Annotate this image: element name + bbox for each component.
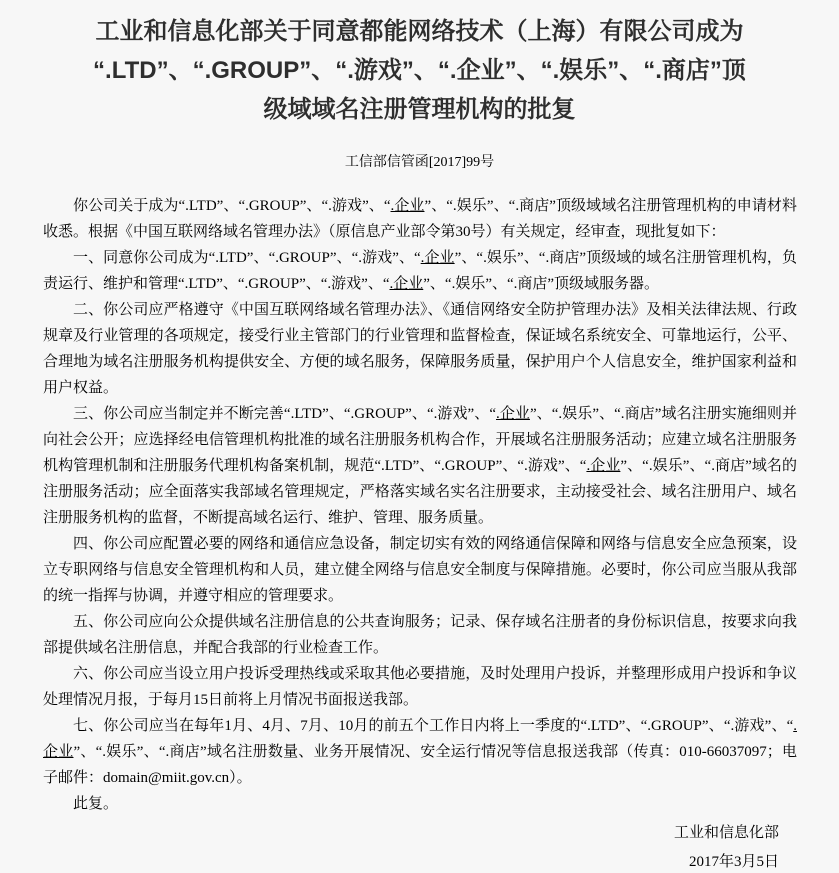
signature-date: 2017年3月5日 xyxy=(688,854,779,870)
paragraph-text: ”、“.娱乐”、“.商店”域名注册实施细则并向社会公开；应选择经电信管理机构批准的域名注册服务机构合作，开展域名注册服务活动；应建立域名注册服务机构管理机制和注册服务代理机构备案机制，规范“.LTD”、“.GROUP”、“.游戏”、“ xyxy=(43,406,797,474)
underlined-term: .企业 xyxy=(43,718,797,760)
paragraph-text: 七、你公司应当在每年1月、4月、7月、10月的前五个工作日内将上一季度的“.LTD”、“.GROUP”、“.游戏”、“ xyxy=(73,718,794,734)
paragraph-text: ”、“.娱乐”、“.商店”顶级域的域名注册管理机构，负责运行、维护和管理“.LTD”、“.GROUP”、“.游戏”、“ xyxy=(43,250,797,292)
signature-block xyxy=(0,819,839,873)
paragraph xyxy=(43,713,797,791)
paragraph-text: ”、“.娱乐”、“.商店”域名的注册服务活动；应全面落实我部域名管理规定，严格落实域名实名注册要求，主动接受社会、域名注册用户、域名注册服务机构的监督，不断提高域名运行、维护、管理、服务质量。 xyxy=(43,458,797,526)
paragraph-text: ”、“.娱乐”、“.商店”顶级域服务器。 xyxy=(423,276,660,292)
document-number: 工信部信管函[2017]99号 xyxy=(344,155,495,170)
paragraph-text: 一、同意你公司成为“.LTD”、“.GROUP”、“.游戏”、“ xyxy=(73,250,421,266)
paragraph xyxy=(43,401,797,531)
paragraph xyxy=(43,531,797,609)
document-body xyxy=(0,193,839,817)
underlined-term: .企业 xyxy=(496,406,530,422)
document-title: 工业和信息化部关于同意都能网络技术（上海）有限公司成为“.LTD”、“.GROUP”、“.游戏”、“.企业”、“.娱乐”、“.商店”顶级域域名注册管理机构的批复 xyxy=(93,18,746,123)
paragraph xyxy=(43,297,797,401)
paragraph xyxy=(43,791,797,817)
paragraph-text: 四、你公司应配置必要的网络和通信应急设备，制定切实有效的网络通信保障和网络与信息安全应急预案，设立专职网络与信息安全管理机构和人员，建立健全网络与信息安全制度与保障措施。必要时，你公司应当服从我部的统一指挥与协调，并遵守相应的管理要求。 xyxy=(43,536,797,604)
paragraph-text: 五、你公司应向公众提供域名注册信息的公共查询服务；记录、保存域名注册者的身份标识信息，按要求向我部提供域名注册信息，并配合我部的行业检查工作。 xyxy=(43,614,797,656)
paragraph-text: 六、你公司应当设立用户投诉受理热线或采取其他必要措施，及时处理用户投诉，并整理形成用户投诉和争议处理情况月报，于每月15日前将上月情况书面报送我部。 xyxy=(43,666,797,708)
paragraph-text: 三、你公司应当制定并不断完善“.LTD”、“.GROUP”、“.游戏”、“ xyxy=(73,406,496,422)
underlined-term: .企业 xyxy=(389,276,424,292)
paragraph xyxy=(43,661,797,713)
paragraph xyxy=(43,245,797,297)
paragraph-text: 二、你公司应严格遵守《中国互联网络域名管理办法》、《通信网络安全防护管理办法》及相关法律法规、行政规章及行业管理的各项规定，接受行业主管部门的行业管理和监督检查，保证域名系统安全、可靠地运行，公平、合理地为域名注册服务机构提供安全、方便的域名服务，保障服务质量，保护用户个人信息安全，维护国家利益和用户权益。 xyxy=(43,302,797,396)
underlined-term: .企业 xyxy=(586,458,621,474)
underlined-term: .企业 xyxy=(390,198,425,214)
signature-org: 工业和信息化部 xyxy=(673,825,779,841)
underlined-term: .企业 xyxy=(420,250,455,266)
paragraph-text: ”、“.娱乐”、“.商店”顶级域域名注册管理机构的申请材料收悉。根据《中国互联网络域名管理办法》（原信息产业部令第30号）有关规定，经审查，现批复如下： xyxy=(43,198,797,240)
paragraph-text: 此复。 xyxy=(73,796,119,812)
paragraph xyxy=(43,193,797,245)
paragraph-text: ”、“.娱乐”、“.商店”域名注册数量、业务开展情况、安全运行情况等信息报送我部（传真：010-66037097；电子邮件：domain@miit.gov.cn）。 xyxy=(43,744,797,786)
paragraph-text: 你公司关于成为“.LTD”、“.GROUP”、“.游戏”、“ xyxy=(73,198,391,214)
paragraph xyxy=(43,609,797,661)
